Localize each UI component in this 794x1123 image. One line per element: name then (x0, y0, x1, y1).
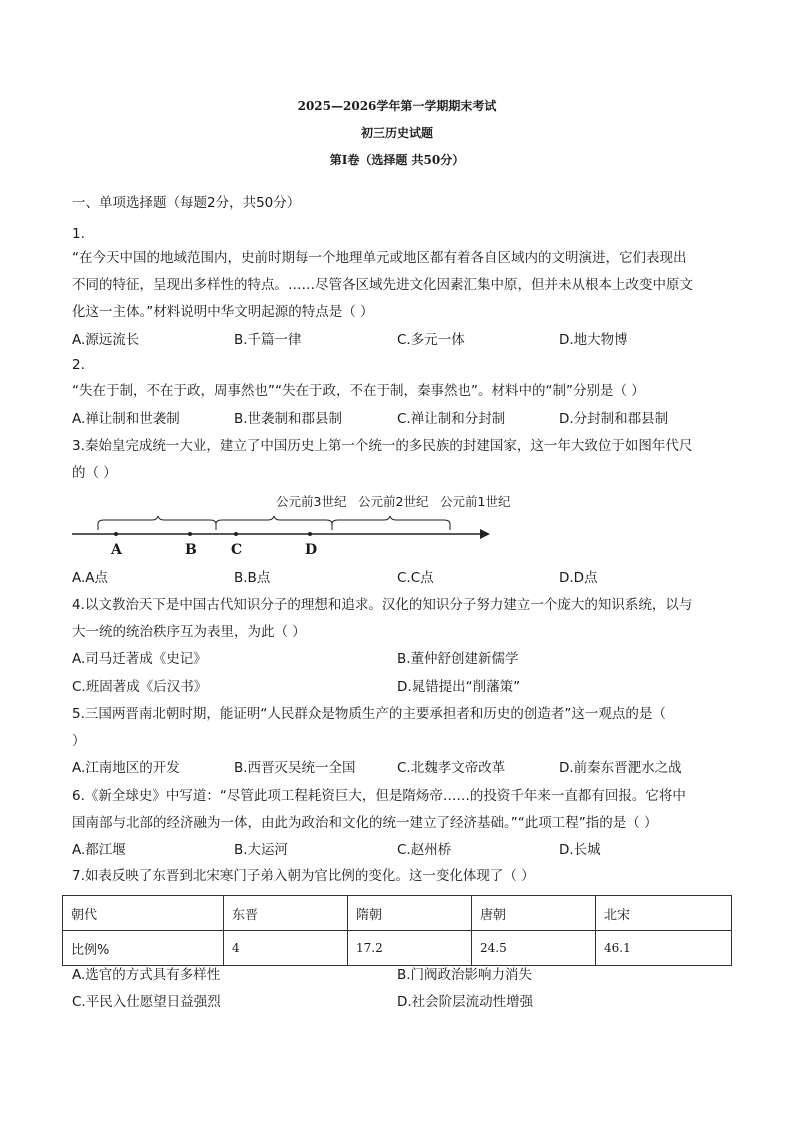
data-table (62, 895, 732, 966)
timeline-point-b (188, 532, 192, 536)
table-cell: 4 (224, 931, 348, 966)
century-brace (98, 516, 216, 530)
part-heading: 一、单项选择题（每题2分，共50分） (72, 195, 301, 211)
question-text-line: “失在于制，不在于政，周事然也”“失在于政，不在于制，秦事然也”。材料中的“制”分别是（ ） (72, 383, 645, 399)
century-brace (332, 516, 450, 530)
table-header-cell: 唐朝 (472, 896, 596, 931)
table-cell: 24.5 (472, 931, 596, 966)
table-header-cell: 东晋 (224, 896, 348, 931)
timeline-point-label: B (185, 542, 197, 558)
option-a[interactable]: A.选官的方式具有多样性 (72, 967, 221, 983)
option-b[interactable]: B.董仲舒创建新儒学 (397, 651, 519, 667)
question-text-line: 5.三国两晋南北朝时期，能证明“人民群众是物质生产的主要承担者和历史的创造者”这一观点的是（ (72, 706, 666, 722)
table-cell: 比例% (63, 931, 224, 966)
question-text-line: 不同的特征，呈现出多样性的特点。……尽管各区域先进文化因素汇集中原，但并未从根本上改变中原文 (72, 277, 693, 293)
timeline-label: 公元前2世纪 (358, 494, 429, 509)
question-text-line: 化这一主体。”材料说明中华文明起源的特点是（ ） (72, 304, 374, 320)
option-b[interactable]: B.世袭制和郡县制 (234, 411, 343, 427)
table-header-cell: 朝代 (63, 896, 224, 931)
option-d[interactable]: D.晁错提出“削藩策” (397, 679, 521, 695)
question-text-line: 7.如表反映了东晋到北宋寒门子弟入朝为官比例的变化。这一变化体现了（ ） (72, 868, 535, 884)
option-b[interactable]: B.门阀政治影响力消失 (397, 967, 533, 983)
timeline-axis (60, 510, 500, 550)
timeline-point-a (114, 532, 118, 536)
question-text-line: 的（ ） (72, 465, 117, 481)
option-a[interactable]: A.都江堰 (72, 842, 126, 858)
question-text-line: ） (72, 733, 86, 749)
option-c[interactable]: C.北魏孝文帝改革 (397, 760, 506, 776)
timeline-arrow (480, 529, 490, 539)
option-b[interactable]: B.千篇一律 (234, 332, 302, 348)
table-cell: 46.1 (596, 931, 732, 966)
timeline-point-label: D (305, 542, 318, 558)
option-d[interactable]: D.D点 (559, 570, 598, 586)
timeline-point-d (308, 532, 312, 536)
exam-subject: 初三历史试题 (360, 126, 433, 140)
option-a[interactable]: A.江南地区的开发 (72, 760, 180, 776)
question-text-line: 4.以文教治天下是中国古代知识分子的理想和追求。汉化的知识分子努力建立一个庞大的知识系统，以与 (72, 597, 693, 613)
option-d[interactable]: D.分封制和郡县制 (559, 411, 669, 427)
table-cell: 17.2 (348, 931, 472, 966)
option-b[interactable]: B.B点 (234, 570, 271, 586)
question-text-line: 大一统的统治秩序互为表里，为此（ ） (72, 624, 306, 640)
option-a[interactable]: A.禅让制和世袭制 (72, 411, 180, 427)
question-text-line: 国南部与北部的经济融为一体，由此为政治和文化的统一建立了经济基础。”“此项工程”指的是（ ） (72, 815, 658, 831)
question-text-line: 3.秦始皇完成统一大业，建立了中国历史上第一个统一的多民族的封建国家，这一年大致位于如图年代尺 (72, 438, 693, 454)
timeline-label: 公元前1世纪 (440, 494, 511, 509)
option-d[interactable]: D.长城 (559, 842, 601, 858)
option-c[interactable]: C.平民入仕愿望日益强烈 (72, 994, 221, 1010)
exam-title: 2025—2026学年第一学期期末考试 (297, 99, 497, 113)
table-header-cell: 隋朝 (348, 896, 472, 931)
question-number: 1. (72, 226, 85, 242)
option-d[interactable]: D.前秦东晋淝水之战 (559, 760, 682, 776)
table-header-cell: 北宋 (596, 896, 732, 931)
option-b[interactable]: B.大运河 (234, 842, 289, 858)
option-c[interactable]: C.多元一体 (397, 332, 465, 348)
timeline-point-label: A (111, 542, 122, 558)
option-a[interactable]: A.源远流长 (72, 332, 140, 348)
option-d[interactable]: D.地大物博 (559, 332, 628, 348)
option-c[interactable]: C.班固著成《后汉书》 (72, 679, 208, 695)
question-text-line: “在今天中国的地域范围内，史前时期每一个地理单元或地区都有着各自区域内的文明演进，它们表现出 (72, 250, 687, 266)
timeline-point-c (234, 532, 238, 536)
option-c[interactable]: C.赵州桥 (397, 842, 452, 858)
option-d[interactable]: D.社会阶层流动性增强 (397, 994, 534, 1010)
option-a[interactable]: A.司马迁著成《史记》 (72, 651, 207, 667)
table-header-row (63, 896, 732, 931)
timeline-point-label: C (231, 542, 243, 558)
timeline-label: 公元前3世纪 (276, 494, 347, 509)
century-brace (216, 516, 332, 530)
section-title: 第Ⅰ卷（选择题 共50分） (329, 153, 465, 167)
option-c[interactable]: C.禅让制和分封制 (397, 411, 506, 427)
question-text-line: 6.《新全球史》中写道：“尽管此项工程耗资巨大，但是隋炀帝……的投资千年来一直都有回报。它将中 (72, 788, 686, 804)
question-number: 2. (72, 357, 85, 373)
table-row (63, 931, 732, 966)
option-c[interactable]: C.C点 (397, 570, 434, 586)
option-a[interactable]: A.A点 (72, 570, 109, 586)
option-b[interactable]: B.西晋灭吴统一全国 (234, 760, 356, 776)
